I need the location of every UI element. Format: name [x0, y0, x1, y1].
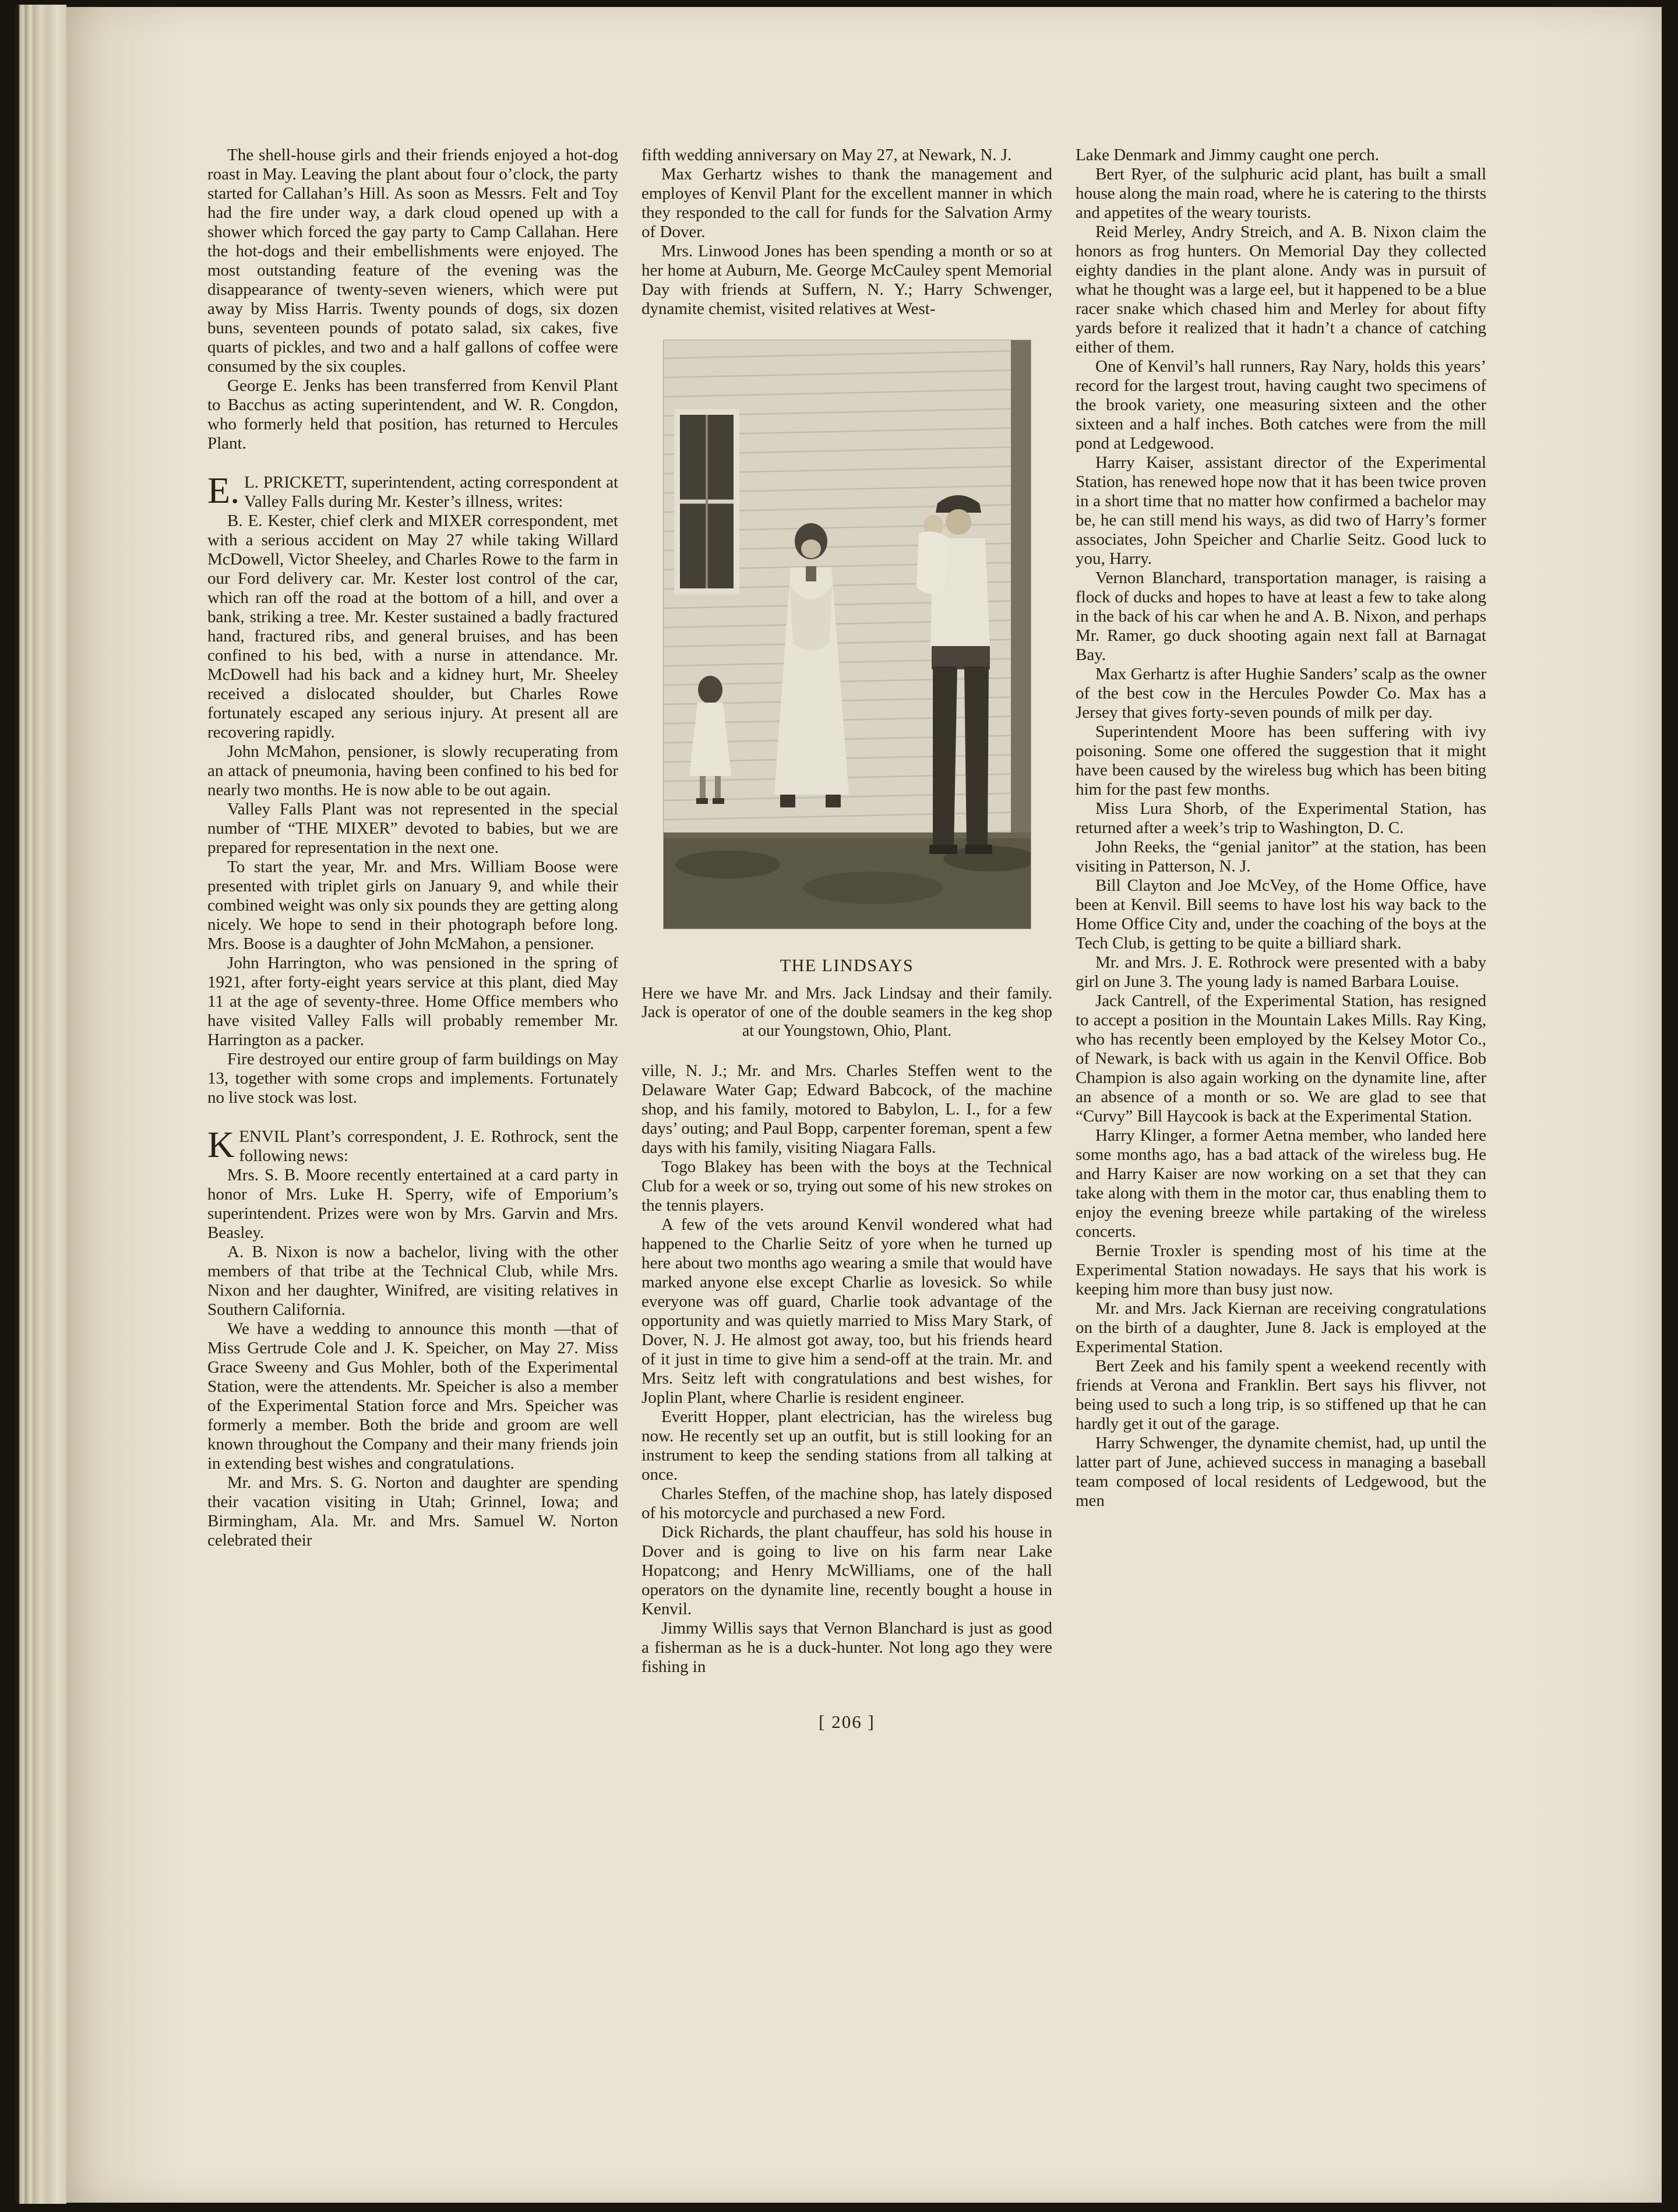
paragraph: John McMahon, pensioner, is slowly recuperating from an attack of pneumonia, having been confined to his bed for nearly two months. He is now able to be out again.: [207, 742, 618, 799]
family-photo-illustration: [664, 340, 1031, 929]
paragraph: Dick Richards, the plant chauffeur, has sold his house in Dover and is going to live on his farm near Lake Hopatcong; and Henry McWilliams, one of the hall operators on the dynamite line, recently bought a house in Kenvil.: [641, 1523, 1052, 1618]
paragraph: Lake Denmark and Jimmy caught one perch.: [1076, 146, 1380, 164]
page-number: [ 206 ]: [819, 1712, 875, 1732]
column-1-intro: [207, 146, 618, 453]
photo-caption-text: Here we have Mr. and Mrs. Jack Lindsay and their family. Jack is operator of one of the double seamers in the keg shop at our Youngstown, Ohio, Plant.: [641, 985, 1052, 1040]
column-1: [207, 146, 618, 1677]
paragraph: Bernie Troxler is spending most of his time at the Experimental Station nowadays. He says that his work is keeping him more than busy just now.: [1076, 1241, 1486, 1299]
section-kenvil-lead: [207, 1124, 618, 1166]
paragraph: Jimmy Willis says that Vernon Blanchard is just as good a fisherman as he is a duck-hunter. Not long ago they were fishing in: [641, 1619, 1052, 1676]
window: [674, 409, 739, 594]
paragraph: A. B. Nixon is now a bachelor, living with the other members of that tribe at the Technical Club, while Mrs. Nixon and her daughter, Winifred, are visiting relatives in Southern California.: [207, 1243, 618, 1319]
paragraph: Miss Lura Shorb, of the Experimental Station, has returned after a week’s trip to Washington, D. C.: [1076, 799, 1486, 837]
paragraph: Jack Cantrell, of the Experimental Station, has resigned to accept a position in the Mountain Lakes Mills. Ray King, who has recently been employed by the Kelsey Motor Co., of Newark, is back with us again in the Kenvil Office. Bob Champion is also again working on the dynamite line, after an absence of a month or so. We are glad to see that “Curvy” Bill Haycook is back at the Experimental Station.: [1076, 992, 1486, 1126]
paragraph: Valley Falls Plant was not represented in the special number of “THE MIXER” devoted to babies, but we are prepared for representation in the next one.: [207, 800, 618, 857]
column-2-top: [641, 146, 1052, 319]
paragraph: John Harrington, who was pensioned in the spring of 1921, after forty-eight years service at this plant, died May 11 at the age of seventy-three. Home Office members who have visited Valley Falls will probably remember Mr. Harrington as a packer.: [207, 954, 618, 1049]
paragraph: Bill Clayton and Joe McVey, of the Home Office, have been at Kenvil. Bill seems to have lost his way back to the Home Office City and, under the coaching of the boys at the Tech Club, is getting to be quite a billiard shark.: [1076, 876, 1486, 952]
paragraph: Max Gerhartz wishes to thank the management and employes of Kenvil Plant for the excellent manner in which they responded to the call for funds for the Salvation Army of Dover.: [641, 165, 1052, 241]
paragraph: A few of the vets around Kenvil wondered what had happened to the Charlie Seitz of yore when he turned up here about two months ago wearing a smile that would have marked anyone else except Charlie as lovesick. So while everyone was off guard, Charlie took advantage of the opportunity and was quietly married to Miss Mary Stark, of Dover, N. J. He almost got away, too, but his friends heard of it just in time to give him a send-off at the train. Mr. and Mrs. Seitz left with congratulations and best wishes, for Joplin Plant, where Charlie is resident engineer.: [641, 1215, 1052, 1407]
column-2: [641, 146, 1052, 1677]
paragraph: Mr. and Mrs. J. E. Rothrock were presented with a baby girl on June 3. The young lady is named Barbara Louise.: [1076, 953, 1486, 991]
column-3-body: [1076, 146, 1486, 1511]
paragraph: ville, N. J.; Mr. and Mrs. Charles Steffen went to the Delaware Water Gap; Edward Babcock, of the machine shop, and his family, motored to Babylon, L. I., for a few days’ outing; and Paul Bopp, carpenter foreman, spent a few days with his family, visiting Niagara Falls.: [641, 1061, 1052, 1157]
dropcap-e: E.: [207, 470, 240, 511]
paragraph: Charles Steffen, of the machine shop, has lately disposed of his motorcycle and purchased a new Ford.: [641, 1484, 1052, 1522]
section-valley-falls-body: [207, 511, 618, 1107]
paragraph: Harry Klinger, a former Aetna member, who landed here some months ago, has a bad attack of the wireless bug. He and Harry Kaiser are now working on a set that they can take along with them in the motor car, thus enabling them to enjoy the evening breeze while partaking of the wireless concerts.: [1076, 1126, 1486, 1241]
paragraph: Mr. and Mrs. Jack Kiernan are receiving congratulations on the birth of a daughter, June 8. Jack is employed at the Experimental Station.: [1076, 1299, 1486, 1356]
photo-caption-title: THE LINDSAYS: [780, 956, 914, 975]
paragraph: fifth wedding anniversary on May 27, at Newark, N. J.: [641, 146, 1012, 164]
dropcap-k: K: [207, 1124, 235, 1165]
page-content: [207, 146, 1486, 1677]
paragraph: Harry Schwenger, the dynamite chemist, had, up until the latter part of June, achieved success in managing a baseball team composed of local residents of Ledgewood, but the men: [1076, 1434, 1486, 1510]
paragraph: B. E. Kester, chief clerk and MIXER correspondent, met with a serious accident on May 27 while taking Willard McDowell, Victor Sheeley, and Charles Rowe to the farm in our Ford delivery car. Mr. Kester lost control of the car, which ran off the road at the bottom of a hill, and over a bank, striking a tree. Mr. Kester sustained a badly fractured hand, fractured ribs, and general bruises, and has been confined to his bed, with a nurse in attendance. Mr. McDowell had his back and a kidney hurt, Mr. Sheeley received a dislocated shoulder, but Charles Rowe fortunately escaped any serious injury. At present all are recovering rapidly.: [207, 511, 618, 742]
paragraph: One of Kenvil’s hall runners, Ray Nary, holds this years’ record for the largest trout, having caught two specimens of the brook variety, one measuring sixteen and the other sixteen and a half inches. Both catches were from the mill pond at Ledgewood.: [1076, 357, 1486, 453]
paragraph: To start the year, Mr. and Mrs. William Boose were presented with triplet girls on January 9, and while their combined weight was only six pounds they are getting along nicely. We hope to send in their photograph before long. Mrs. Boose is a daughter of John McMahon, a pensioner.: [207, 858, 618, 953]
baby-figure: [916, 515, 949, 594]
paragraph: The shell-house girls and their friends enjoyed a hot-dog roast in May. Leaving the plant about four o’clock, the party started for Callahan’s Hill. As soon as Messrs. Felt and Toy had the fire under way, a dark cloud opened up with a shower which forced the gay party to Camp Callahan. Here the hot-dogs and their embellishments were enjoyed. The most outstanding feature of the evening was the disappearance of twenty-seven wieners, which were put away by Miss Harris. Twenty pounds of dogs, six dozen buns, seventeen pounds of potato salad, six cakes, five quarts of pickles, and two and a half gallons of coffee were consumed by the six couples.: [207, 146, 618, 376]
column-2-bottom: [641, 1061, 1052, 1677]
column-3: [1076, 146, 1486, 1677]
section-kenvil-body: [207, 1166, 618, 1550]
woman-figure: [774, 523, 849, 807]
section-kenvil-lead-text: ENVIL Plant’s correspondent, J. E. Rothrock, sent the following news:: [239, 1127, 618, 1165]
family-photo: [663, 340, 1031, 929]
paragraph: Harry Kaiser, assistant director of the Experimental Station, has renewed hope now that it has been twice proven in a short time that no matter how confirmed a bachelor may be, he can still mend his ways, as did two of Harry’s former associates, John Speicher and Charlie Seitz. Good luck to you, Harry.: [1076, 453, 1486, 568]
paragraph: Mrs. S. B. Moore recently entertained at a card party in honor of Mrs. Luke H. Sperry, wife of Emporium’s superintendent. Prizes were won by Mrs. Garvin and Mrs. Beasley.: [207, 1166, 618, 1242]
paragraph: Bert Ryer, of the sulphuric acid plant, has built a small house along the main road, where he is catering to the thirsts and appetites of the weary tourists.: [1076, 165, 1486, 222]
child-figure: [689, 676, 731, 804]
paragraph: George E. Jenks has been transferred from Kenvil Plant to Bacchus as acting superintendent, and W. R. Congdon, who formerly held that position, has returned to Hercules Plant.: [207, 376, 618, 453]
paragraph: Bert Zeek and his family spent a weekend recently with friends at Verona and Franklin. Bert says his flivver, not being used to such a long trip, is so stiffened up that he can hardly get it out of the garage.: [1076, 1357, 1486, 1433]
paragraph: Togo Blakey has been with the boys at the Technical Club for a week or so, trying out some of his new strokes on the tennis players.: [641, 1158, 1052, 1215]
paragraph: We have a wedding to announce this month —that of Miss Gertrude Cole and J. K. Speicher, on May 27. Miss Grace Sweeny and Gus Mohler, both of the Experimental Station, were the attendents. Mr. Speicher is also a member of the Experimental Station force and Mrs. Speicher was formerly a member. Both the bride and groom are well known throughout the Company and their many friends join in extending best wishes and congratulations.: [207, 1320, 618, 1473]
paragraph: Reid Merley, Andry Streich, and A. B. Nixon claim the honors as frog hunters. On Memorial Day they collected eighty dandies in the plant alone. Andy was in pursuit of what he thought was a large eel, but it happened to be a blue racer snake which chased him and Merley for about fifty yards before it realized that it hadn’t a chance of catching either of them.: [1076, 223, 1486, 357]
paragraph: Max Gerhartz is after Hughie Sanders’ scalp as the owner of the best cow in the Hercules Powder Co. Max has a Jersey that gives forty-seven pounds of milk per day.: [1076, 665, 1486, 722]
magazine-page: [66, 7, 1662, 2203]
book-page-edges: [15, 5, 66, 2204]
paragraph: Mrs. Linwood Jones has been spending a month or so at her home at Auburn, Me. George McCauley spent Memorial Day with friends at Suffern, N. Y.; Harry Schwenger, dynamite chemist, visited relatives at West-: [641, 242, 1052, 318]
paragraph: Vernon Blanchard, transportation manager, is raising a flock of ducks and hopes to have at least a few to take along in the back of his car when he and A. B. Nixon, and perhaps Mr. Ramer, go duck shooting again next fall at Barnagat Bay.: [1076, 569, 1486, 664]
paragraph: John Reeks, the “genial janitor” at the station, has been visiting in Patterson, N. J.: [1076, 838, 1486, 876]
paragraph: Fire destroyed our entire group of farm buildings on May 13, together with some crops and implements. Fortunately no live stock was lost.: [207, 1050, 618, 1107]
section-valley-falls-lead: [207, 470, 618, 511]
paragraph: Everitt Hopper, plant electrician, has the wireless bug now. He recently set up an outfit, but is still looking for an instrument to keep the sending stations from all talking at once.: [641, 1407, 1052, 1484]
paragraph: Superintendent Moore has been suffering with ivy poisoning. Some one offered the suggestion that it might have been caused by the wireless bug which has been biting him for the past few months.: [1076, 722, 1486, 799]
paragraph: Mr. and Mrs. S. G. Norton and daughter are spending their vacation visiting in Utah; Grinnel, Iowa; and Birmingham, Ala. Mr. and Mrs. Samuel W. Norton celebrated their: [207, 1473, 618, 1550]
section-valley-falls-lead-text: L. PRICKETT, superintendent, acting correspondent at Valley Falls during Mr. Kester’s illness, writes:: [244, 473, 618, 511]
